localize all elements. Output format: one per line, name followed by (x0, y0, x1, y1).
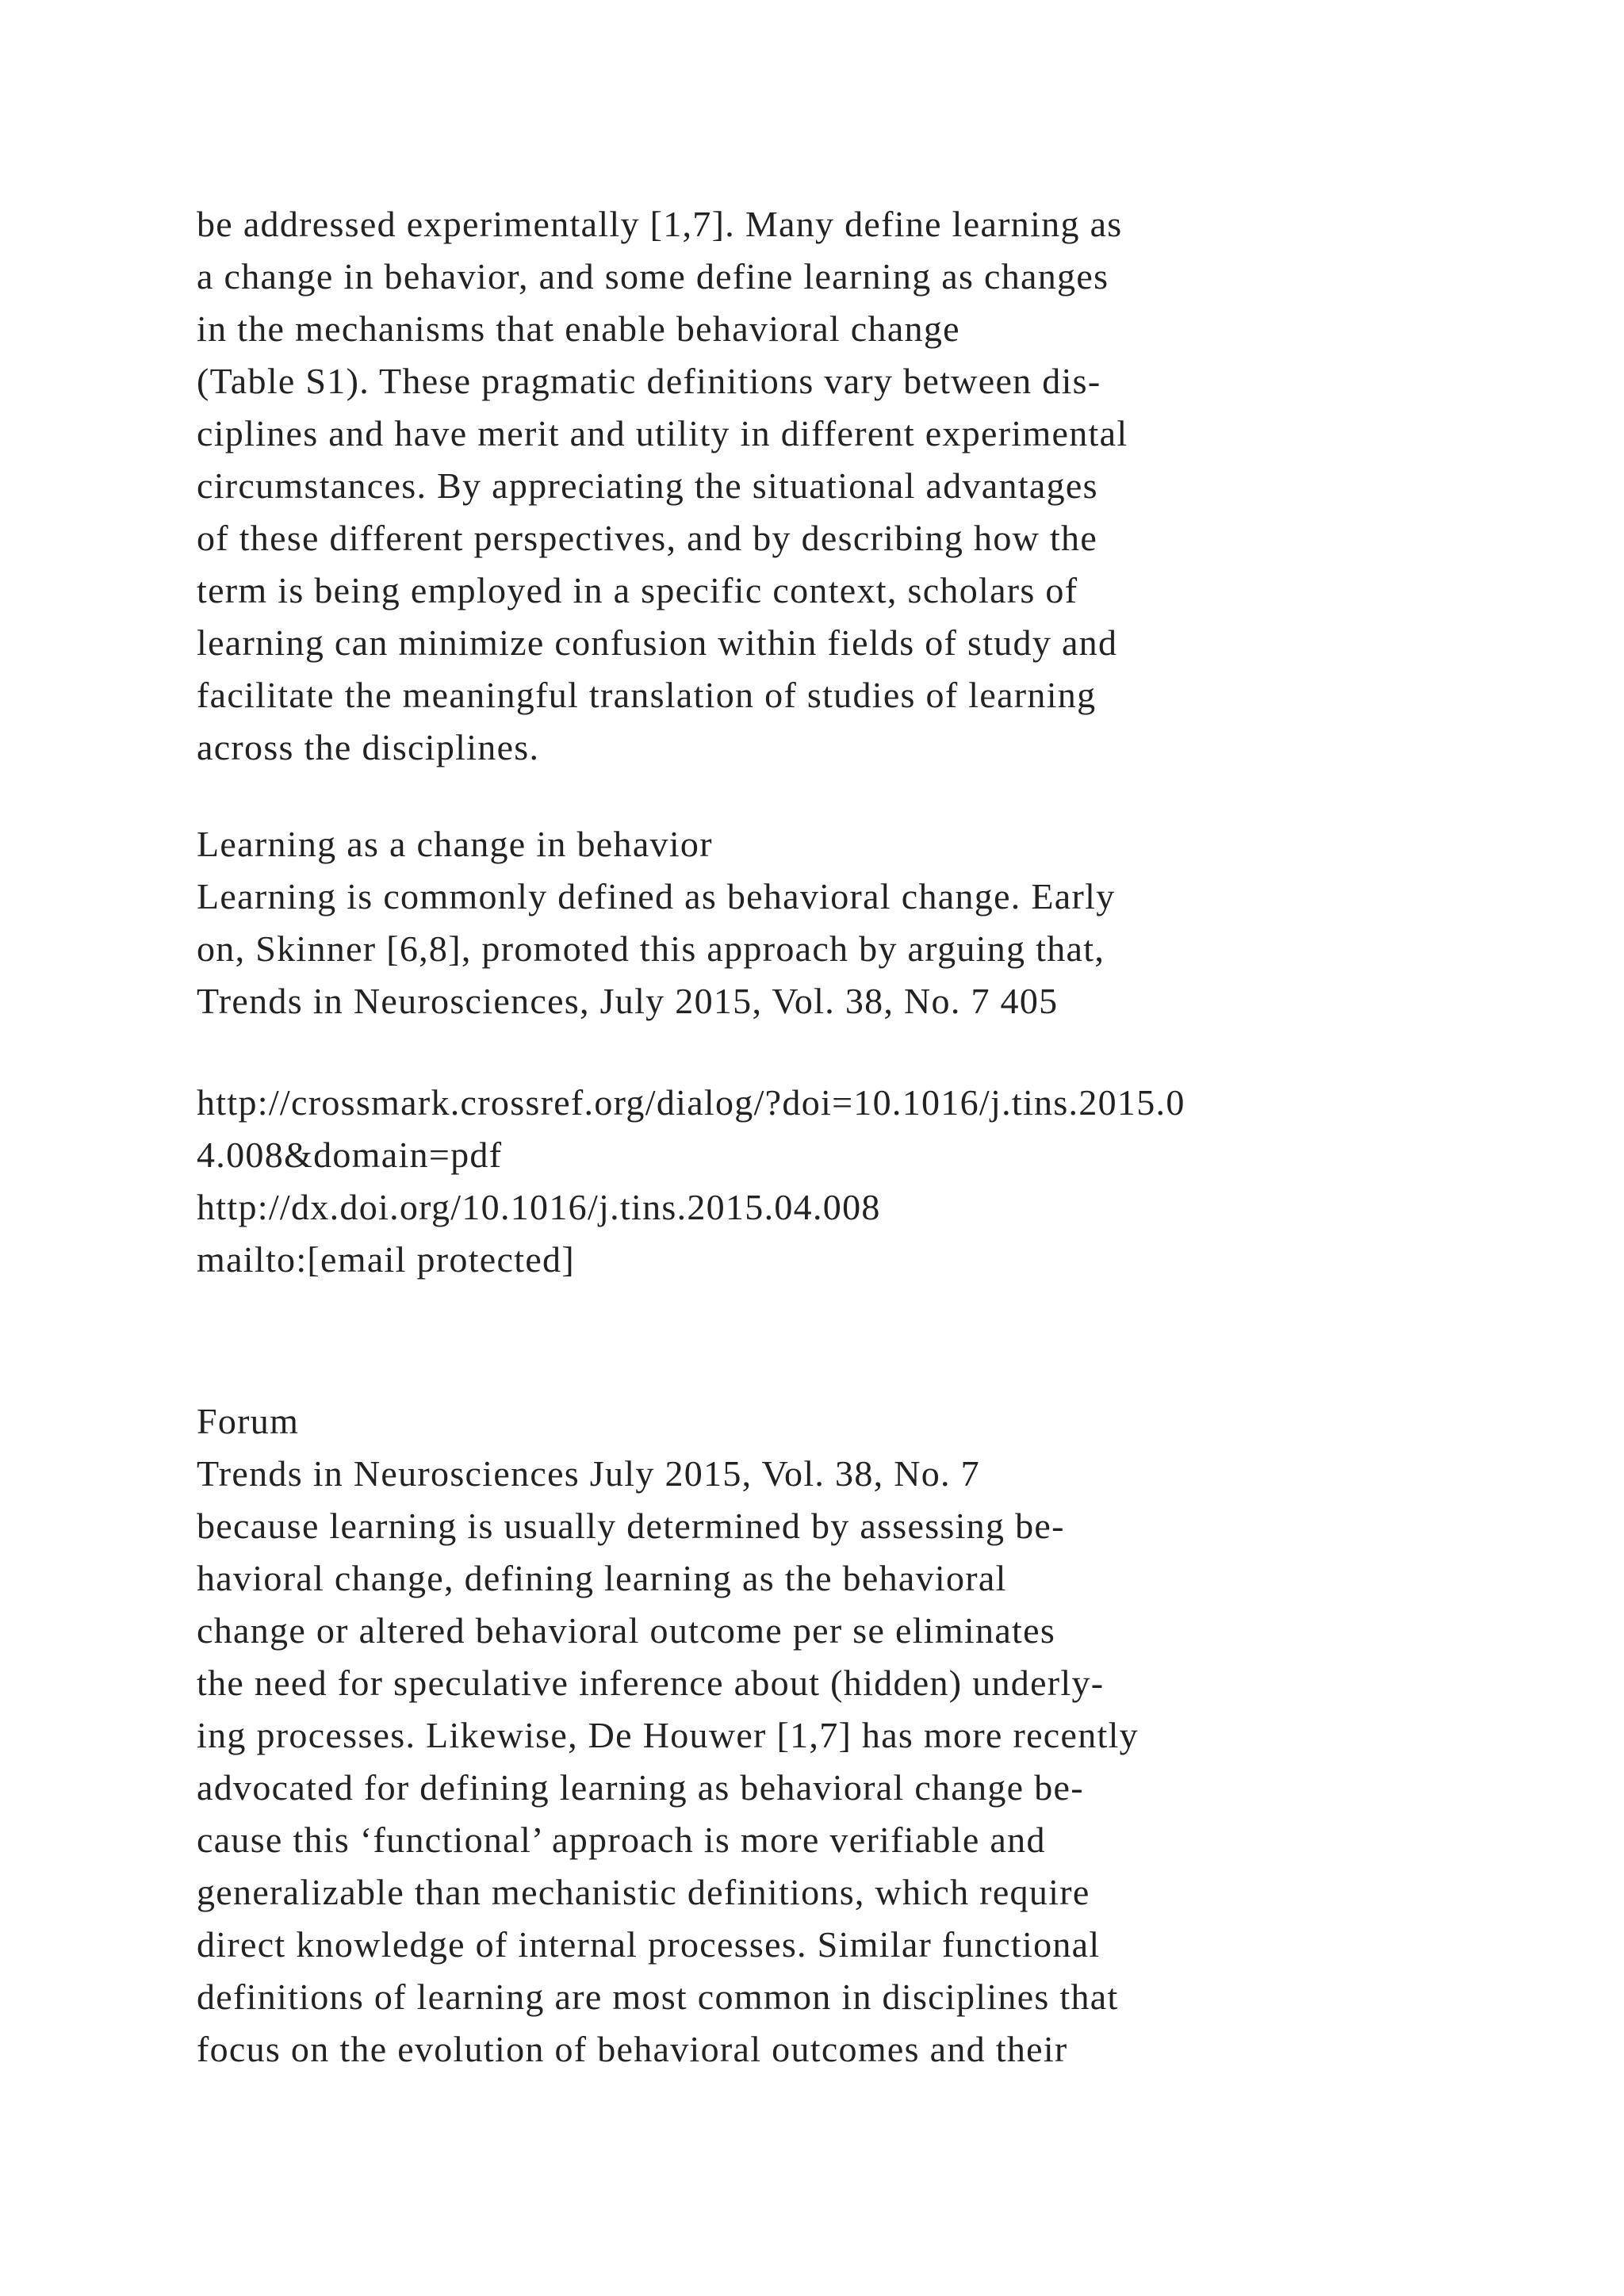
text-line: focus on the evolution of behavioral outcomes and their (197, 2029, 1068, 2069)
crossmark-link[interactable]: http://crossmark.crossref.org/dialog/?doi=10.1016/j.tins.2015.0 (197, 1082, 1185, 1123)
section-heading: Learning as a change in behavior (197, 824, 713, 864)
section-learning-behavior (197, 818, 1561, 1027)
text-line: havioral change, defining learning as the behavioral (197, 1558, 1007, 1598)
text-line: facilitate the meaningful translation of studies of learning (197, 675, 1097, 715)
text-line: learning can minimize confusion within fields of study and (197, 622, 1118, 663)
paragraph-intro (197, 198, 1561, 774)
forum-continuation (197, 1395, 1561, 2076)
journal-footer-line: Trends in Neurosciences, July 2015, Vol. 38, No. 7 405 (197, 981, 1059, 1021)
journal-header-line: Trends in Neurosciences July 2015, Vol. 38, No. 7 (197, 1453, 980, 1494)
text-line: on, Skinner [6,8], promoted this approach by arguing that, (197, 928, 1105, 969)
text-line: be addressed experimentally [1,7]. Many define learning as (197, 204, 1123, 244)
doi-link[interactable]: http://dx.doi.org/10.1016/j.tins.2015.04.008 (197, 1187, 881, 1227)
text-line: ciplines and have merit and utility in different experimental (197, 413, 1128, 453)
text-line: because learning is usually determined by assessing be- (197, 1506, 1065, 1546)
text-line: ing processes. Likewise, De Houwer [1,7] has more recently (197, 1715, 1139, 1755)
text-line: of these different perspectives, and by describing how the (197, 518, 1098, 558)
text-line: in the mechanisms that enable behavioral change (197, 308, 960, 349)
text-line: definitions of learning are most common in disciplines that (197, 1976, 1119, 2017)
text-line: change or altered behavioral outcome per se eliminates (197, 1610, 1056, 1651)
text-line: circumstances. By appreciating the situational advantages (197, 465, 1098, 506)
text-line: across the disciplines. (197, 727, 540, 767)
text-line: (Table S1). These pragmatic definitions vary between dis- (197, 361, 1101, 401)
links-block (197, 1077, 1561, 1286)
text-line: the need for speculative inference about (hidden) underly- (197, 1663, 1105, 1703)
email-link[interactable]: mailto:[email protected] (197, 1239, 575, 1280)
crossmark-link-continued[interactable]: 4.008&domain=pdf (197, 1135, 503, 1175)
section-label: Forum (197, 1401, 300, 1441)
text-line: cause this ‘functional’ approach is more verifiable and (197, 1820, 1046, 1860)
text-line: term is being employed in a specific context, scholars of (197, 570, 1078, 610)
text-line: direct knowledge of internal processes. Similar functional (197, 1924, 1101, 1965)
text-line: advocated for defining learning as behavioral change be- (197, 1767, 1084, 1808)
text-line: generalizable than mechanistic definitions, which require (197, 1872, 1090, 1912)
text-line: Learning is commonly defined as behavioral change. Early (197, 876, 1116, 916)
text-line: a change in behavior, and some define learning as changes (197, 256, 1109, 297)
